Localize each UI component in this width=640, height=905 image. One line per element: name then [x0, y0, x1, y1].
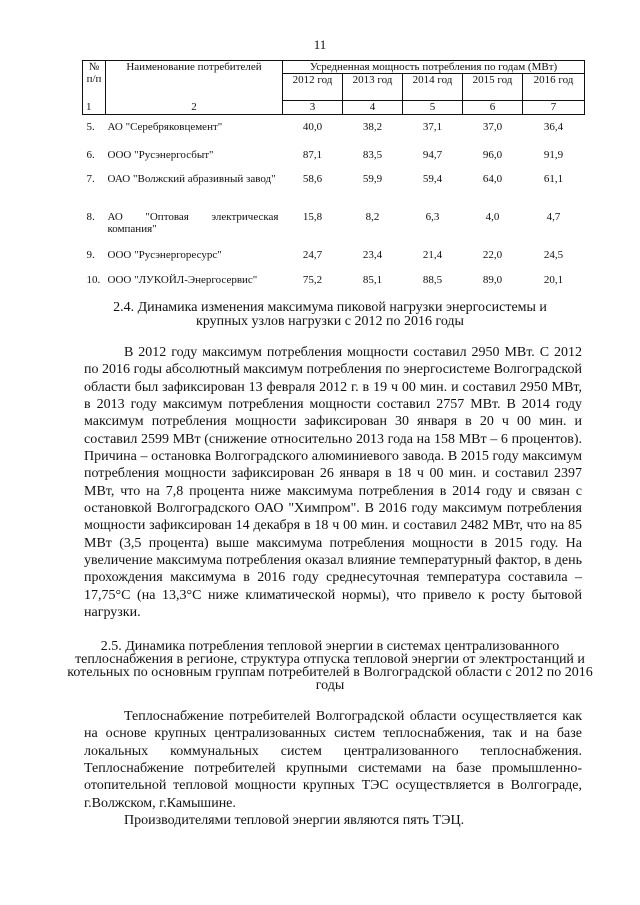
section-2-5-heading: 2.5. Динамика потребления тепловой энергии в системах централизованного теплоснабжения в регионе, структура отпуска тепловой энергии от электростанций и котельных по основным группам потребителей в Волгоградской области с 2012 по 2016 годы [67, 639, 593, 693]
value-2015: 89,0 [482, 273, 503, 286]
consumer-name: АО "Серебряковцемент" [107, 121, 223, 133]
page-number: 11 [313, 37, 327, 52]
row-number: 9. [86, 248, 95, 261]
value-2013: 59,9 [362, 172, 383, 185]
value-2016: 20,1 [543, 273, 564, 286]
column-index: 4 [343, 101, 403, 115]
column-index: 6 [463, 101, 523, 115]
value-2013: 8,2 [365, 210, 380, 223]
section-2-4-text: В 2012 году максимум потребления мощности составил 2950 МВт. С 2012 по 2016 годы абсолютный максимум потребления по энергосистеме Волгоградской области был зафиксирован 13 февраля 2012 г. в 19 ч 00 мин. и составил 2950 МВт, в 2013 году максимум потребления мощности составил 2757 МВт. В 2014 году максимум потребления мощности зафиксирован 30 января в 20 ч 00 мин. и составил 2599 МВт (снижение относительно 2013 года на 158 МВт – 6 процентов). Причина – остановка Волгоградского алюминиевого завода. В 2015 году максимум потребления мощности зафиксирован 26 января в 18 ч 00 мин. и составил 2397 МВт, что на 7,8 процента ниже максимума потребления в 2014 году и связан с остановкой Волгоградского ОАО "Химпром". В 2016 году максимум потребления мощности зафиксирован 14 декабря в 18 ч 00 мин. и составил 2482 МВт, что на 85 МВт (3,5 процента) выше максимума потребления мощности в 2015 году. На увеличение максимума потребления оказал влияние температурный фактор, в день прохождения максимума в 2016 году среднесуточная температура составила – 17,75°С (на 13,3°С ниже климатической нормы), что привело к росту бытовой нагрузки. [84, 345, 582, 621]
value-2015: 96,0 [482, 148, 503, 161]
value-2014: 88,5 [422, 273, 443, 286]
header-year: 2014 год [403, 74, 463, 101]
value-2015: 37,0 [482, 121, 503, 133]
row-number: 10. [86, 273, 101, 286]
row-number: 6. [86, 148, 95, 161]
value-2012: 58,6 [302, 172, 323, 185]
consumer-name: ОАО "Волжский абразивный завод" [107, 172, 276, 185]
row-number: 7. [86, 172, 95, 185]
section-2-4-heading: 2.4. Динамика изменения максимума пиковой нагрузки энергосистемы и крупных узлов нагрузки с 2012 по 2016 годы [113, 300, 547, 329]
value-2013: 23,4 [362, 248, 383, 261]
value-2016: 4,7 [546, 210, 561, 223]
value-2014: 21,4 [422, 248, 443, 261]
header-year: 2015 год [463, 74, 523, 101]
column-index: 1 [83, 101, 106, 115]
column-index: 2 [106, 101, 283, 115]
value-2015: 22,0 [482, 248, 503, 261]
value-2012: 75,2 [302, 273, 323, 286]
row-number: 8. [86, 210, 95, 223]
table-row [83, 243, 585, 268]
value-2012: 15,8 [302, 210, 323, 223]
consumer-name: ООО "Русэнергоресурс" [107, 248, 222, 261]
section-2-5-paragraph-1 [84, 708, 582, 812]
table-row [83, 167, 585, 205]
value-2013: 38,2 [362, 121, 383, 133]
table-row [83, 205, 585, 243]
value-2014: 37,1 [422, 121, 443, 133]
header-year: 2013 год [343, 74, 403, 101]
row-number: 5. [86, 121, 95, 133]
value-2012: 40,0 [302, 121, 323, 133]
value-2016: 91,9 [543, 148, 564, 161]
value-2016: 36,4 [543, 121, 564, 133]
header-year: 2016 год [523, 74, 585, 101]
value-2014: 59,4 [422, 172, 443, 185]
section-2-5-text-1: Теплоснабжение потребителей Волгоградской области осуществляется как на основе крупных централизованных систем теплоснабжения, так и на базе локальных коммунальных систем централизованного теплоснабжения. Теплоснабжение потребителей крупными системами на базе промышленно-отопительной тепловой мощности крупных ТЭС осуществляется в Волгограде, г.Волжском, г.Камышине. [84, 709, 582, 811]
table-row [83, 143, 585, 167]
value-2015: 64,0 [482, 172, 503, 185]
column-index: 3 [283, 101, 343, 115]
consumers-table [82, 60, 585, 290]
table-row [83, 115, 585, 143]
header-year: 2012 год [283, 74, 343, 101]
consumer-name: АО "Оптовая электрическая компания" [107, 210, 279, 235]
value-2016: 24,5 [543, 248, 564, 261]
value-2015: 4,0 [485, 210, 500, 223]
column-index: 5 [403, 101, 463, 115]
section-2-5-text-2: Производителями тепловой энергии являются пять ТЭЦ. [124, 813, 465, 828]
value-2012: 24,7 [302, 248, 323, 261]
header-power: Усредненная мощность потребления по годам (МВт) [283, 61, 585, 74]
value-2014: 94,7 [422, 148, 443, 161]
value-2013: 85,1 [362, 273, 383, 286]
section-2-5-paragraph-2 [84, 812, 582, 829]
value-2012: 87,1 [302, 148, 323, 161]
column-index: 7 [523, 101, 585, 115]
value-2014: 6,3 [425, 210, 440, 223]
table-row [83, 268, 585, 290]
value-2013: 83,5 [362, 148, 383, 161]
section-2-4-paragraph [84, 344, 582, 622]
header-name: Наименование потребителей [106, 61, 283, 101]
value-2016: 61,1 [543, 172, 564, 185]
consumer-name: ООО "Русэнергосбыт" [107, 148, 214, 161]
header-num: № п/п [83, 61, 106, 101]
consumer-name: ООО "ЛУКОЙЛ-Энергосервис" [107, 273, 258, 286]
